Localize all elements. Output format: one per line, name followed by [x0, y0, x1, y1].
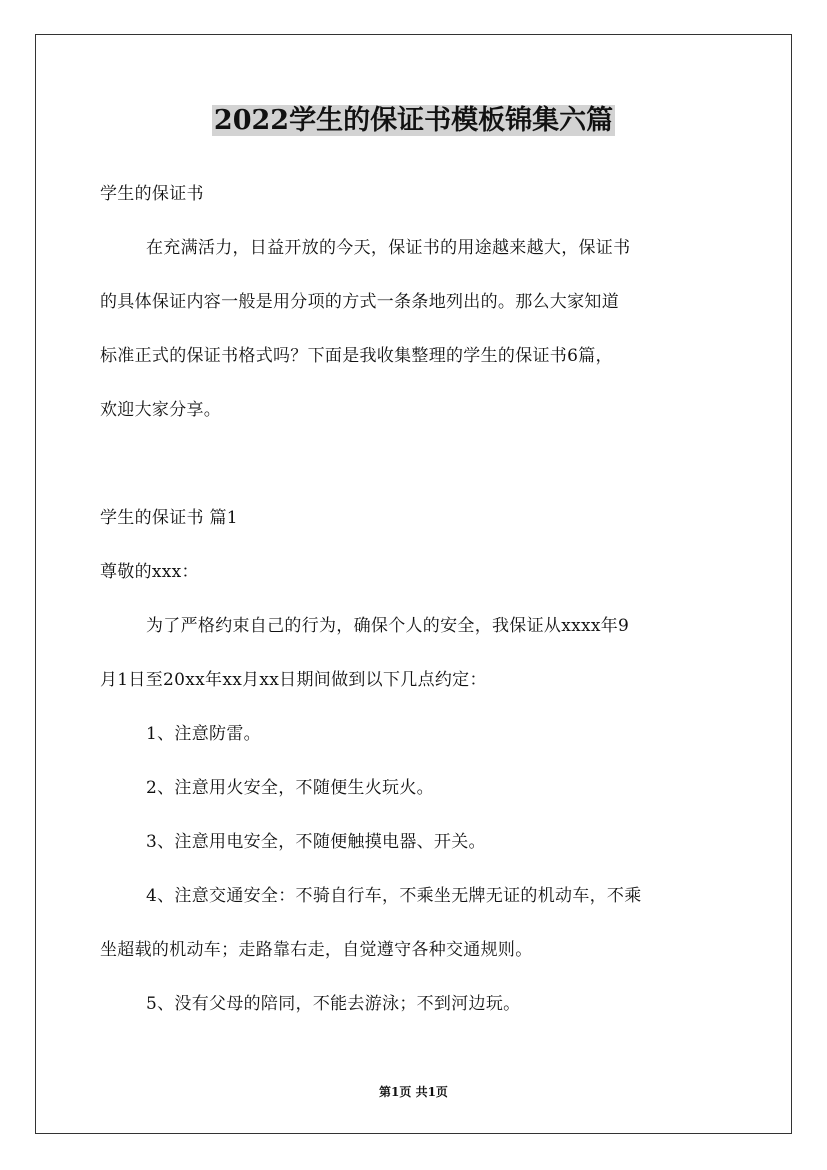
salutation: 尊敬的xxx： [100, 562, 199, 582]
heading: 学生的保证书 [100, 184, 204, 204]
document-title [0, 101, 827, 141]
list-item-1: 1、注意防雷。 [146, 724, 261, 744]
body-line-1: 为了严格约束自己的行为，确保个人的安全，我保证从xxxx年9 [146, 616, 630, 636]
intro-line-2: 的具体保证内容一般是用分项的方式一条条地列出的。那么大家知道 [100, 292, 619, 312]
page-footer: 第1页 共1页 [379, 1085, 448, 1099]
intro-line-4: 欢迎大家分享。 [100, 400, 222, 420]
intro-line-1: 在充满活力，日益开放的今天，保证书的用途越来越大，保证书 [146, 238, 631, 258]
body-line-2: 月1日至20xx年xx月xx日期间做到以下几点约定： [100, 670, 487, 690]
title-text: 2022学生的保证书模板锦集六篇 [213, 105, 614, 136]
list-item-4: 4、注意交通安全：不骑自行车，不乘坐无牌无证的机动车，不乘 [146, 886, 642, 906]
list-item-4-continued: 坐超载的机动车；走路靠右走，自觉遵守各种交通规则。 [100, 940, 533, 960]
list-item-2: 2、注意用火安全，不随便生火玩火。 [146, 778, 434, 798]
intro-line-3: 标准正式的保证书格式吗？下面是我收集整理的学生的保证书6篇， [100, 346, 613, 366]
list-item-3: 3、注意用电安全，不随便触摸电器、开关。 [146, 832, 486, 852]
section-title: 学生的保证书 篇1 [100, 508, 238, 528]
list-item-5: 5、没有父母的陪同，不能去游泳；不到河边玩。 [146, 994, 521, 1014]
